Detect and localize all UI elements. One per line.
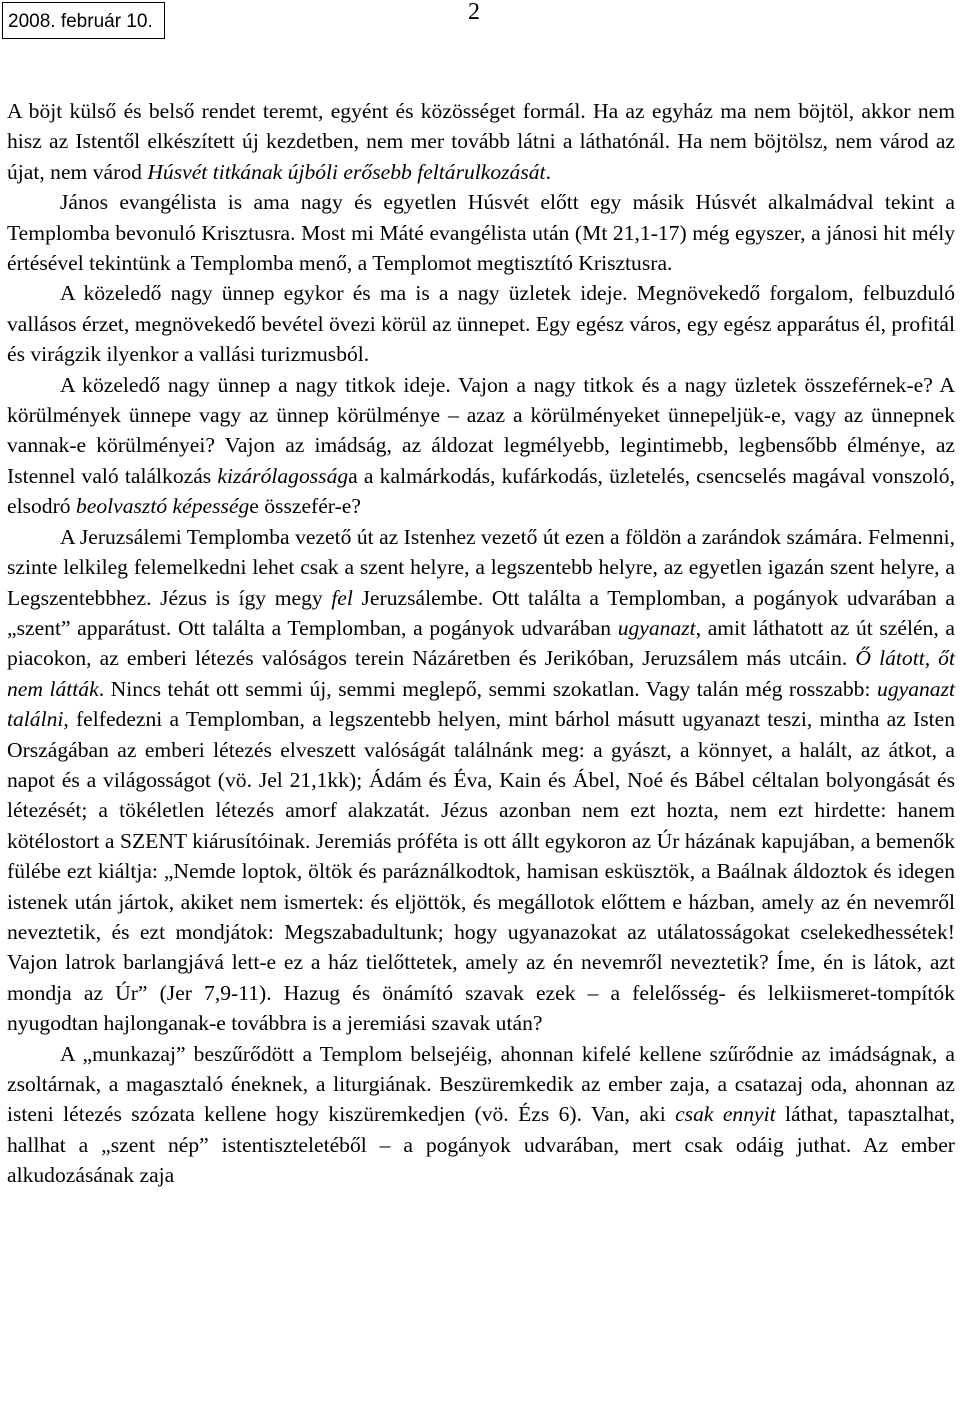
text-segment: Jeruzsálembe. Ott találta a Templomban, a pogányok udvarában a „szent” apparátust. Ott találta a Templomban, a pogányok udvarában [7,585,955,640]
text-segment: e összefér-e? [249,494,361,519]
text-segment: János evangélista is ama nagy és egyetlen Húsvét előtt egy másik Húsvét alkalmádval tekint a Templomba bevonuló Krisztusra. Most mi Máté evangélista után (Mt 21,1-17) még egyszer, a jánosi hit mély értésével tekintünk a Templomba menő, a Templomot megtisztító Krisztusra. [7,190,955,276]
date-box: 2008. február 10. [2,2,165,39]
paragraph [7,187,955,278]
text-segment: . [545,159,551,184]
paragraph [7,370,955,522]
italic-text: ugyanazt [617,615,696,640]
italic-text: kizárólagosság [217,463,349,488]
text-segment: A „munkazaj” beszűrődött a Templom belsejéig, ahonnan kifelé kellene szűrődnie az imádságnak, a zsoltárnak, a magasztaló éneknek, a liturgiának. Beszüremkedik az ember zaja, a csatazaj oda, ahonnan az isteni létezés szózata kellene hogy kiszüremkedjen (vö. Ézs 6). Van, aki [7,1041,955,1127]
italic-text: ugyanazt találni [7,676,955,732]
text-segment: A Jeruzsálemi Templomba vezető út az Istenhez vezető út ezen a földön a zarándok számára. Felmenni, szinte lelkileg felemelkedni lehet csak a szent helyre, a legszentebb helyre, az egyetlen igazán szent helyre, a Legszentebbhez. Jézus is így megy [7,524,955,610]
text-segment: a a kalmárkodás, kufárkodás, üzletelés, csencselés magával vonszoló, elsodró [7,463,955,519]
italic-text: Húsvét titkának újbóli erősebb feltárulkozását [147,159,546,184]
text-segment: , amit láthatott az út szélén, a piacokon, az emberi létezés valóságos terein Názáretben és Jerikóban, Jeruzsálem más utcáin. [7,615,955,671]
italic-text: beolvasztó képesség [75,494,250,519]
paragraph [7,1039,955,1191]
italic-text: Ő látott, őt nem látták [7,646,955,701]
body-text [7,96,955,1191]
italic-text: csak ennyit [675,1102,776,1127]
text-segment: A közeledő nagy ünnep egykor és ma is a nagy üzletek ideje. Megnövekedő forgalom, felbuzduló vallásos érzet, megnövekedő bevétel övezi körül az ünnepet. Egy egész város, egy egész apparátus él, profitál és virágzik ilyenkor a vallási turizmusból. [7,281,955,367]
paragraph [7,278,955,369]
italic-text: fel [331,585,353,610]
page-number: 2 [468,0,480,25]
text-segment: A közeledő nagy ünnep a nagy titkok ideje. Vajon a nagy titkok és a nagy üzletek összeférnek-e? A körülmények ünnepe vagy az ünnep körülménye – azaz a körülményeket ünnepeljük-e, vagy az ünnepnek vannak-e körülményei? Vajon az imádság, az áldozat legmélyebb, legintimebb, legbensőbb élménye, az Istennel való találkozás [7,372,955,488]
text-segment: A böjt külső és belső rendet teremt, egyént és közösséget formál. Ha az egyház ma nem böjtöl, akkor nem hisz az Istentől elkészített új kezdetben, nem mer tovább látni a láthatónál. Ha nem böjtölsz, nem várod az újat, nem várod [7,99,955,184]
paragraph [7,522,955,1039]
text-segment: , felfedezni a Templomban, a legszentebb helyen, mint bárhol másutt ugyanazt teszi, mintha az Isten Országában az emberi létezés elveszett valóságát találnánk meg: a gyászt, a könnyet, a halált, az átkot, a napot és a világosságot (vö. Jel 21,1kk); Ádám és Éva, Kain és Ábel, Noé és Bábel céltalan bolyongását és létezését; a tökéletlen létezés amorf alakzatát. Jézus azonban nem ezt hozta, nem ezt hirdette: hanem kötélostort a SZENT kiárusítóinak. Jeremiás próféta is ott állt egykoron az Úr házának kapujában, a bemenők fülébe ezt kiáltja: „Nemde loptok, öltök és paráználkodtok, hamisan esküsztök, a Baálnak áldoztok és idegen istenek után jártok, akiket nem ismertek: és eljöttök, és megállotok előttem e házban, amely az én nevemről neveztetik, és ezt mondjátok: Megszabadultunk; hogy ugyanazokat az utálatosságokat cselekedhessétek! Vajon latrok barlangjává lett-e ez a ház tielőttetek, amely az én nevemről neveztetik? Íme, én is látok, azt mondja az Úr” (Jer 7,9-11). Hazug és önámító szavak ezek – a felelősség- és lelkiismeret-tompítók nyugodtan hajlonganak-e továbbra is a jeremiási szavak után? [7,707,955,1036]
paragraph [7,96,955,187]
text-segment: láthat, tapasztalhat, hallhat a „szent nép” istentiszteletéből – a pogányok udvarában, mert csak odáig juthat. Az ember alkudozásának zaja [7,1102,955,1188]
text-segment: . Nincs tehát ott semmi új, semmi meglepő, semmi szokatlan. Vagy talán még rosszabb: [98,676,878,701]
